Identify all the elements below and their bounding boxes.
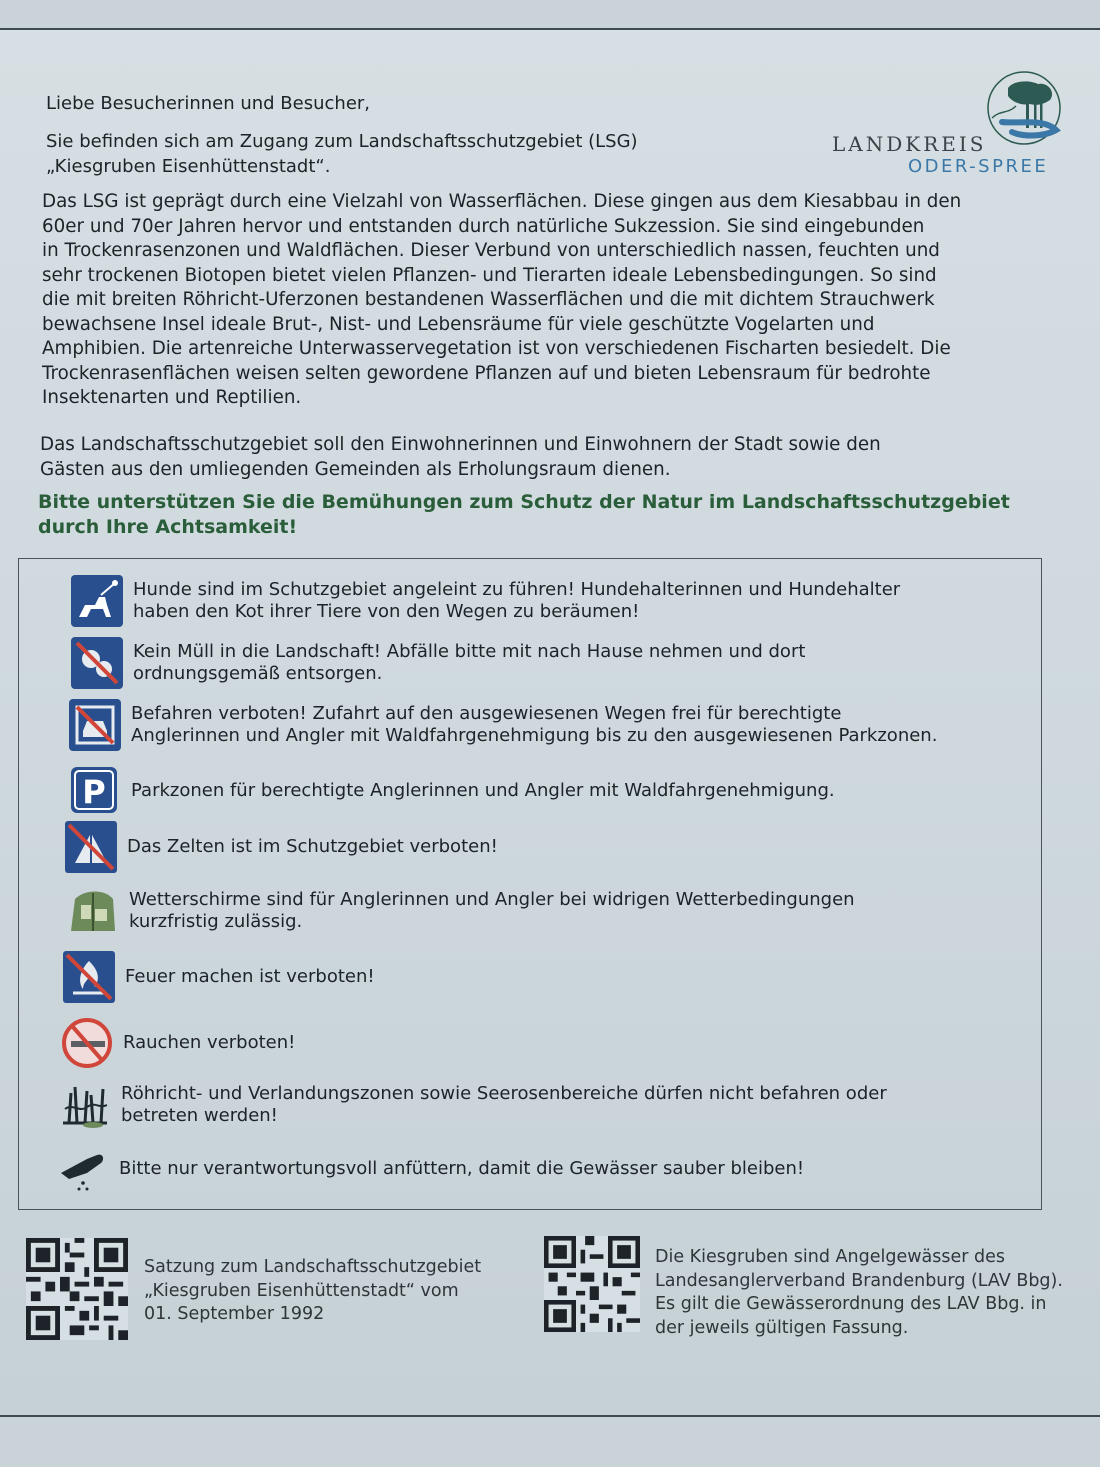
rule-item <box>71 637 805 689</box>
purpose-line: Das Landschaftsschutzgebiet soll den Einwohnerinnen und Einwohnern der Stadt sowie den <box>40 434 881 455</box>
rule-item <box>59 1079 887 1131</box>
rule-item <box>61 1017 295 1069</box>
rule-item <box>67 885 855 937</box>
rule-line: Bitte nur verantwortungsvoll anfüttern, damit die Gewässer sauber bleiben! <box>119 1158 805 1179</box>
rule-item <box>69 699 937 751</box>
no-litter-icon <box>71 637 123 689</box>
logo-line2: ODER-SPREE <box>908 156 1049 177</box>
rule-line: kurzfristig zulässig. <box>129 911 303 932</box>
dog-leash-icon <box>71 575 123 627</box>
rule-line: Parkzonen für berechtigte Anglerinnen und Angler mit Waldfahrgenehmigung. <box>131 780 835 801</box>
description-line: Trockenrasenflächen weisen selten gewordene Pflanzen auf und bieten Lebensraum für bedrohte <box>42 362 931 384</box>
appeal-line: Bitte unterstützen Sie die Bemühungen zum Schutz der Natur im Landschaftsschutzgebiet <box>38 491 1010 513</box>
rule-text <box>123 1032 295 1054</box>
rule-line: Hunde sind im Schutzgebiet angeleint zu führen! Hundehalterinnen und Hundehalter <box>133 579 901 600</box>
description-line: 60er und 70er Jahren hervor und entstanden durch natürliche Sukzession. Sie sind eingebunden <box>42 215 925 237</box>
fishing-umbrella-icon <box>67 885 119 937</box>
rule-line: Röhricht- und Verlandungszonen sowie Seerosenbereiche dürfen nicht befahren oder <box>121 1083 887 1104</box>
qr-code-icon[interactable] <box>542 1236 642 1332</box>
landkreis-oder-spree-logo <box>830 70 1070 190</box>
rule-text <box>121 1083 887 1127</box>
footer-right-text <box>655 1246 1063 1340</box>
rule-line: Kein Müll in die Landschaft! Abfälle bitte mit nach Hause nehmen und dort <box>133 641 806 662</box>
rule-item <box>63 951 375 1003</box>
rule-line: haben den Kot ihrer Tiere von den Wegen zu beräumen! <box>133 601 640 622</box>
intro-line: Sie befinden sich am Zugang zum Landschaftsschutzgebiet (LSG) <box>46 131 638 152</box>
rule-text <box>125 966 375 988</box>
description-line: die mit breiten Röhricht-Uferzonen bestandenen Wasserflächen und die mit dichtem Strauchwerk <box>42 289 935 310</box>
description-line: Amphibien. Die artenreiche Unterwasservegetation ist von verschiedenen Fischarten besiedelt. Die <box>42 338 951 359</box>
footer-line: Die Kiesgruben sind Angelgewässer des <box>655 1247 1006 1267</box>
purpose-paragraph <box>40 433 1040 482</box>
no-fire-icon <box>63 951 115 1003</box>
intro-line: „Kiesgruben Eisenhüttenstadt“. <box>46 155 331 177</box>
qr-code-icon[interactable] <box>24 1238 130 1340</box>
rule-text <box>129 889 855 933</box>
description-line: Insektenarten und Reptilien. <box>42 387 302 408</box>
footer-line: Es gilt die Gewässerordnung des LAV Bbg. in <box>655 1294 1047 1314</box>
information-sign <box>0 28 1100 1417</box>
rule-line: Anglerinnen und Angler mit Waldfahrgenehmigung bis zu den ausgewiesenen Parkzonen. <box>131 725 938 746</box>
rule-text <box>119 1158 804 1180</box>
footer-line: Satzung zum Landschaftsschutzgebiet <box>144 1257 482 1277</box>
rule-item <box>69 765 835 817</box>
description-paragraph <box>42 190 1042 411</box>
rule-text <box>127 836 498 858</box>
no-camping-icon <box>65 821 117 873</box>
description-line: in Trockenrasenzonen und Waldflächen. Dieser Verbund von unterschiedlich nassen, feuchten und <box>42 240 940 261</box>
rule-line: Feuer machen ist verboten! <box>125 966 375 987</box>
greeting: Liebe Besucherinnen und Besucher, <box>46 93 371 114</box>
footer-line: „Kiesgruben Eisenhüttenstadt“ vom <box>144 1280 459 1301</box>
logo-line1: LANDKREIS <box>832 132 987 156</box>
no-smoking-icon <box>61 1017 113 1069</box>
rule-text <box>133 641 805 685</box>
no-driving-icon <box>69 699 121 751</box>
svg-text:P: P <box>82 773 106 811</box>
purpose-line: Gästen aus den umliegenden Gemeinden als Erholungsraum dienen. <box>40 458 671 480</box>
description-line: bewachsene Insel ideale Brut-, Nist- und Lebensräume für viele geschützte Vogelarten und <box>42 313 875 335</box>
rule-item <box>65 821 498 873</box>
footer-line: 01. September 1992 <box>144 1304 325 1324</box>
landkreis-emblem-icon <box>978 70 1070 150</box>
reeds-icon <box>59 1079 111 1131</box>
rule-item <box>71 575 900 627</box>
rule-line: ordnungsgemäß entsorgen. <box>133 663 383 684</box>
appeal-line: durch Ihre Achtsamkeit! <box>38 516 298 538</box>
parking-icon <box>69 765 121 817</box>
rule-line: Wetterschirme sind für Anglerinnen und Angler bei widrigen Wetterbedingungen <box>129 889 855 910</box>
rules-box <box>18 558 1042 1210</box>
rule-item <box>57 1143 804 1195</box>
rule-line: betreten werden! <box>121 1105 278 1126</box>
rule-line: Rauchen verboten! <box>123 1032 296 1053</box>
rule-line: Befahren verboten! Zufahrt auf den ausgewiesenen Wegen frei für berechtigte <box>131 703 842 724</box>
footer-line: der jeweils gültigen Fassung. <box>655 1317 909 1338</box>
rule-text <box>131 780 835 802</box>
footer-left-text <box>144 1256 481 1327</box>
intro-text <box>46 130 746 179</box>
rule-text <box>133 579 900 623</box>
rule-line: Das Zelten ist im Schutzgebiet verboten! <box>127 836 498 857</box>
description-line: sehr trockenen Biotopen bietet vielen Pflanzen- und Tierarten ideale Lebensbedingungen. So sind <box>42 264 937 286</box>
feeding-hand-icon <box>57 1143 109 1195</box>
rule-text <box>131 703 937 747</box>
description-line: Das LSG ist geprägt durch eine Vielzahl von Wasserflächen. Diese gingen aus dem Kiesabbau in den <box>42 191 962 212</box>
footer-line: Landesanglerverband Brandenburg (LAV Bbg). <box>655 1270 1063 1291</box>
appeal-heading <box>38 490 1058 540</box>
